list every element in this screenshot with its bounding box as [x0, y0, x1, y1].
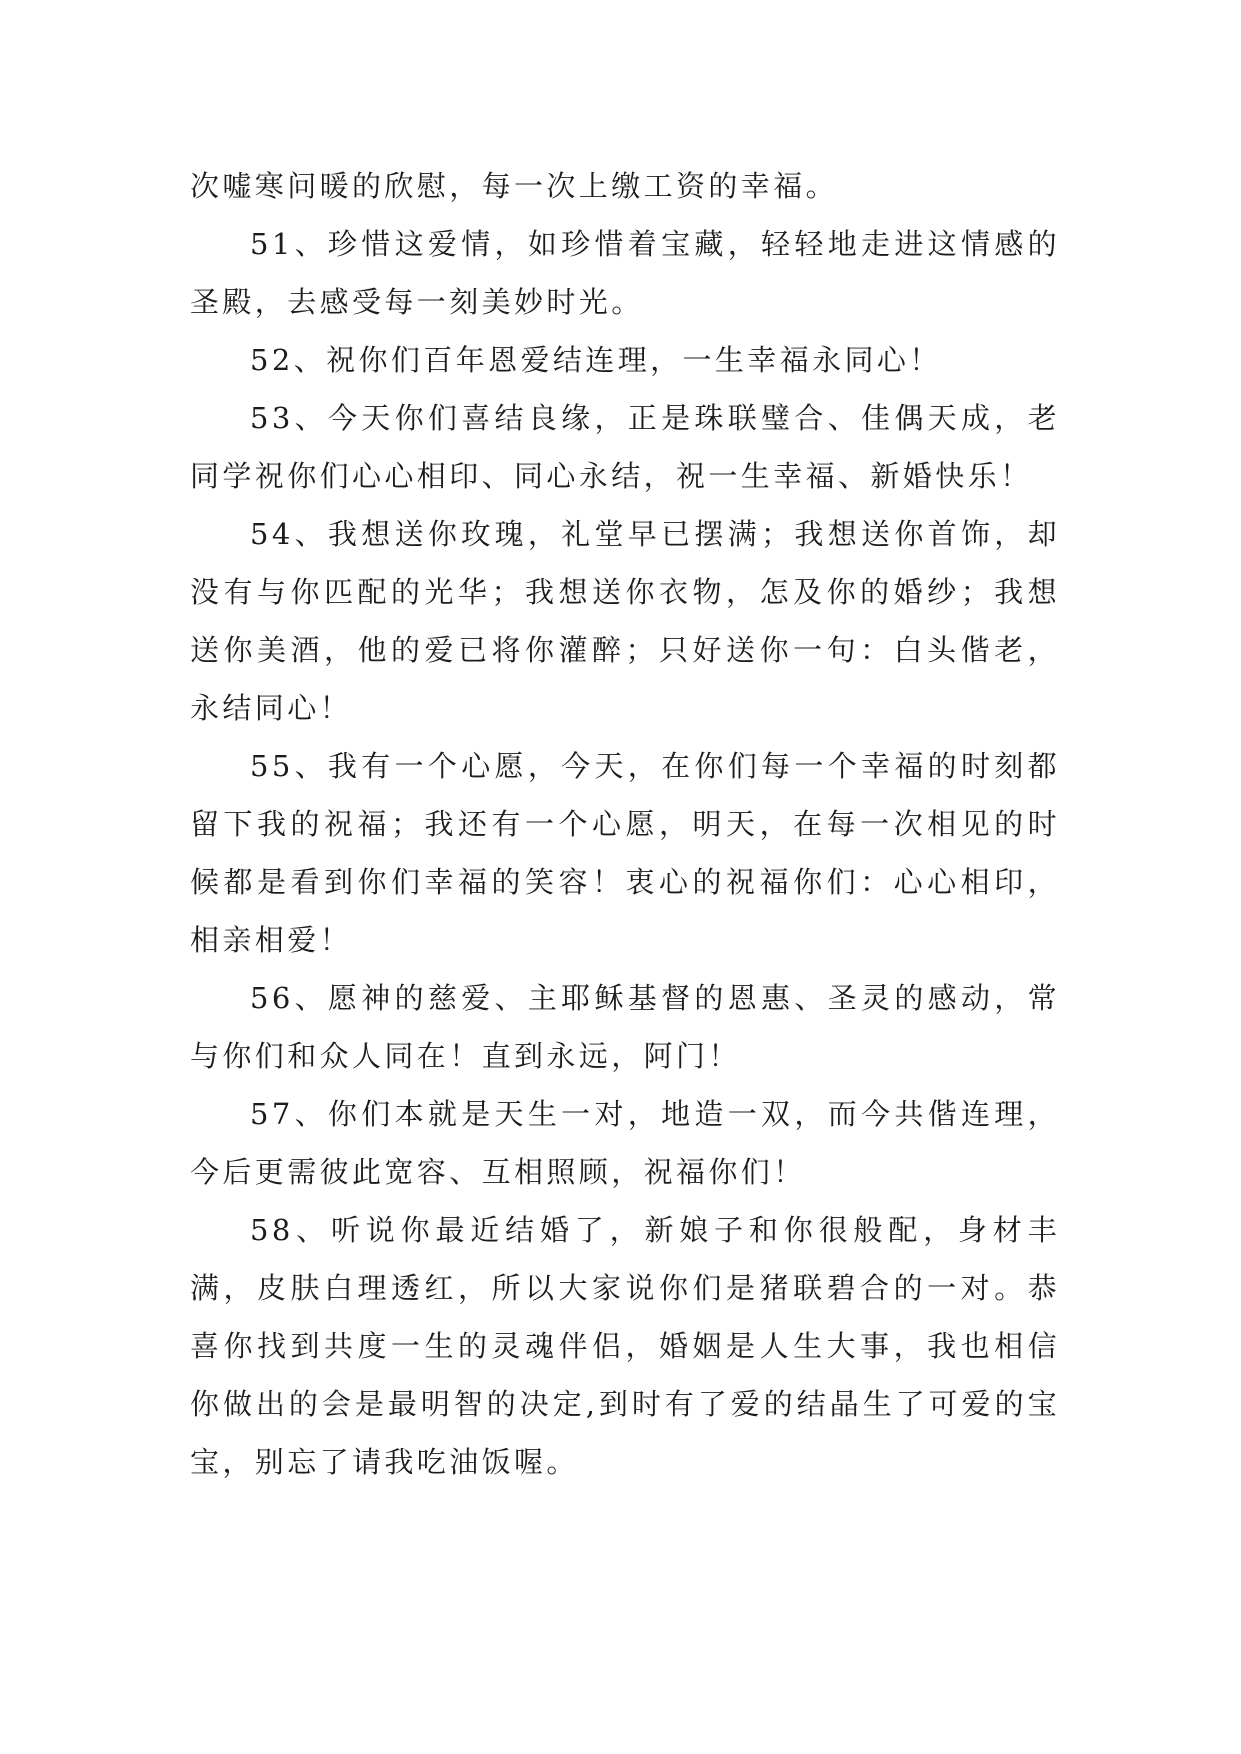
- paragraph-55: 55、我有一个心愿，今天，在你们每一个幸福的时刻都留下我的祝福；我还有一个心愿，明天，在每一次相见的时候都是看到你们幸福的笑容！衷心的祝福你们：心心相印，相亲相爱！: [190, 749, 1060, 957]
- paragraph-52: 52、祝你们百年恩爱结连理，一生幸福永同心！: [250, 343, 942, 377]
- paragraph-51: 51、珍惜这爱情，如珍惜着宝藏，轻轻地走进这情感的圣殿，去感受每一刻美妙时光。: [190, 227, 1060, 319]
- document-body: [190, 157, 1060, 1491]
- paragraph-continued: 次嘘寒问暖的欣慰，每一次上缴工资的幸福。: [190, 169, 839, 203]
- paragraph-56: 56、愿神的慈爱、主耶稣基督的恩惠、圣灵的感动，常与你们和众人同在！直到永远，阿门！: [190, 981, 1060, 1073]
- paragraph-57: 57、你们本就是天生一对，地造一双，而今共偕连理，今后更需彼此宽容、互相照顾，祝福你们！: [190, 1097, 1060, 1189]
- paragraph-58: 58、听说你最近结婚了，新娘子和你很般配，身材丰满，皮肤白理透红，所以大家说你们是猪联碧合的一对。恭喜你找到共度一生的灵魂伴侣，婚姻是人生大事，我也相信你做出的会是最明智的决定,到时有了爱的结晶生了可爱的宝宝，别忘了请我吃油饭喔。: [190, 1213, 1060, 1479]
- paragraph-53: 53、今天你们喜结良缘，正是珠联璧合、佳偶天成，老同学祝你们心心相印、同心永结，祝一生幸福、新婚快乐！: [190, 401, 1060, 493]
- paragraph-54: 54、我想送你玫瑰，礼堂早已摆满；我想送你首饰，却没有与你匹配的光华；我想送你衣物，怎及你的婚纱；我想送你美酒，他的爱已将你灌醉；只好送你一句：白头偕老，永结同心！: [190, 517, 1060, 725]
